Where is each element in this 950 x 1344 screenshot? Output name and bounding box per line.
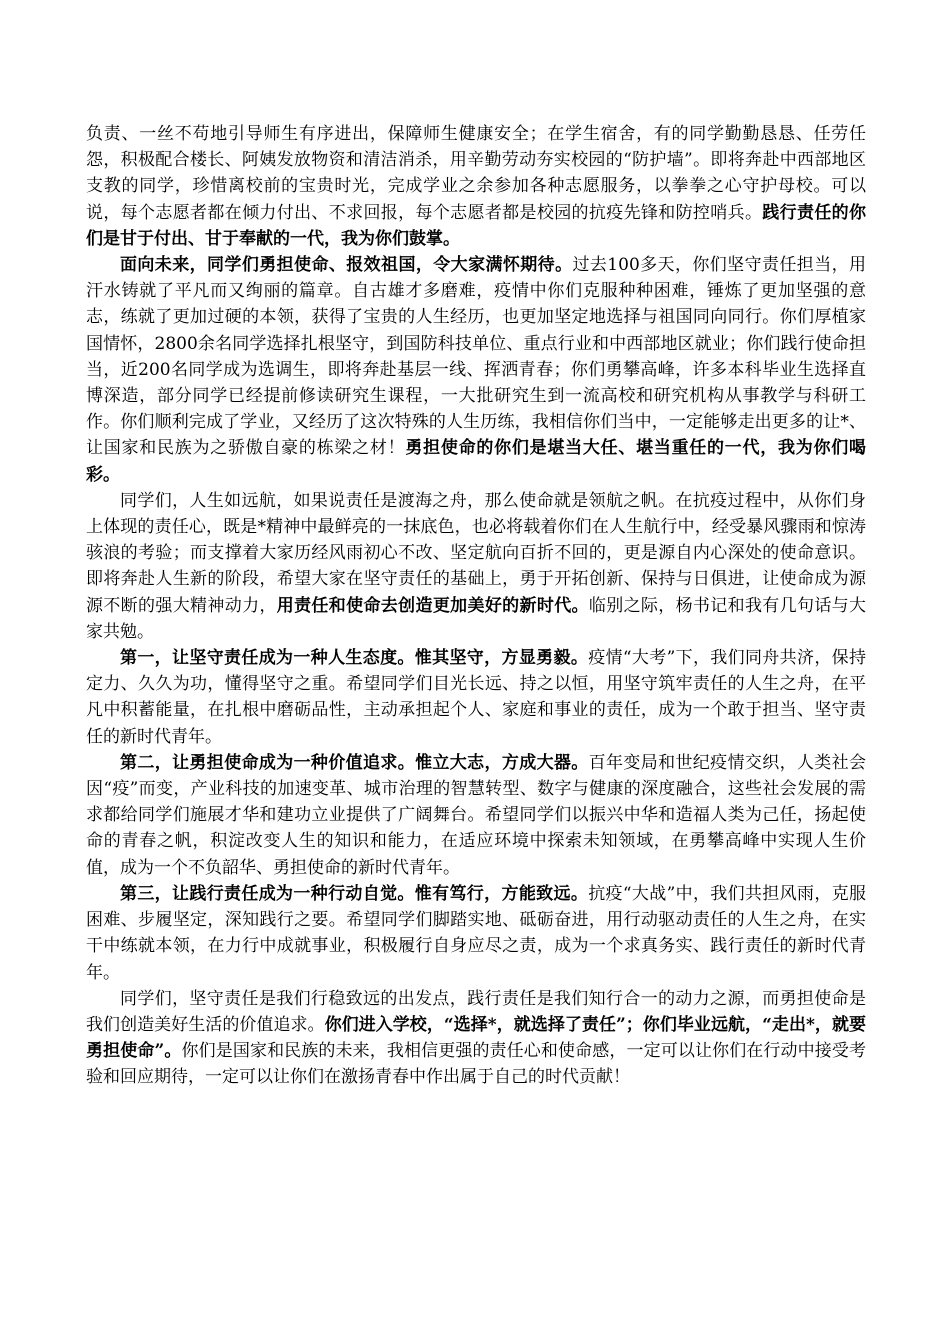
text-run: 你们是国家和民族的未来，我相信更强的责任心和使命感，一定可以让你们在行动中接受考验和回应期待，一定可以让你们在激扬青春中作出属于自己的时代贡献！ xyxy=(86,1041,867,1088)
text-run: 临别之际，杨书记和我有几句话与大家共勉。 xyxy=(86,595,867,642)
text-run: 疫情“大考”下，我们同舟共济，保持定力、久久为功，懂得坚守之重。希望同学们目光长远、持之以恒，用坚守筑牢责任的人生之舟，在平凡中积蓄能量，在扎根中磨砺品性，主动承担起个人、家庭和事业的责任，成为一个敢于担当、坚守责任的新时代青年。 xyxy=(86,648,867,747)
bold-text-run: 第一，让坚守责任成为一种人生态度。惟其坚守，方显勇毅。 xyxy=(120,648,589,669)
paragraph-second-point xyxy=(86,750,866,881)
bold-text-run: 用责任和使命去创造更加美好的新时代。 xyxy=(276,595,589,616)
bold-text-run: 第三，让践行责任成为一种行动自觉。惟有笃行，方能致远。 xyxy=(120,883,589,904)
bold-text-run: 你们进入学校，“选择*，就选择了责任”；你们毕业远航，“走出*，就要勇担使命”。 xyxy=(86,1014,866,1062)
paragraph-voyage xyxy=(86,488,866,645)
text-run: 抗疫“大战”中，我们共担风雨，克服困难、步履坚定，深知践行之要。希望同学们脚踏实地、砥砺奋进，用行动驱动责任的人生之舟，在实干中练就本领，在力行中成就事业，积极履行自身应尽之责，成为一个求真务实、践行责任的新时代青年。 xyxy=(86,883,867,983)
text-run: 百年变局和世纪疫情交织，人类社会因“疫”而变，产业科技的加速变革、城市治理的智慧转型、数字与健康的深度融合，这些社会发展的需求都给同学们施展才华和建功立业提供了广阔舞台。希望同学们以振兴中华和造福人类为己任，扬起使命的青春之帆，积淀改变人生的知识和能力，在适应环境中探索未知领域，在勇攀高峰中实现人生价值，成为一个不负韶华、勇担使命的新时代青年。 xyxy=(86,752,867,878)
bold-text-run: 践行责任的你们是甘于付出、甘于奉献的一代，我为你们鼓掌。 xyxy=(86,202,867,249)
bold-text-run: 勇担使命的你们是堪当大任、堪当重任的一代，我为你们喝彩。 xyxy=(86,438,867,485)
document-page xyxy=(86,121,866,1091)
text-run: 负责、一丝不苟地引导师生有序进出，保障师生健康安全；在学生宿舍，有的同学勤勤恳恳、任劳任怨，积极配合楼长、阿姨发放物资和清洁消杀，用辛勤劳动夯实校园的“防护墙”。即将奔赴中西部地区支教的同学，珍惜离校前的宝贵时光，完成学业之余参加各种志愿服务，以拳拳之心守护母校。可以说，每个志愿者都在倾力付出、不求回报，每个志愿者都是校园的抗疫先锋和防控哨兵。 xyxy=(86,124,866,223)
paragraph-volunteers xyxy=(86,121,866,252)
paragraph-mission xyxy=(86,252,866,488)
text-run: 同学们，坚守责任是我们行稳致远的出发点，践行责任是我们知行合一的动力之源，而勇担使命是我们创造美好生活的价值追求。 xyxy=(86,988,866,1035)
text-run: 过去100多天，你们坚守责任担当，用汗水铸就了平凡而又绚丽的篇章。自古雄才多磨难，疫情中你们克服种种困难，锤炼了更加坚强的意志，练就了更加过硬的本领，获得了宝贵的人生经历，也更加坚定地选择与祖国同向同行。你们厚植家国情怀，2800余名同学选择扎根坚守，到国防科技单位、重点行业和中西部地区就业；你们践行使命担当，近200名同学成为选调生，即将奔赴基层一线、挥洒青春；你们勇攀高峰，许多本科毕业生选择直博深造，部分同学已经提前修读研究生课程，一大批研究生到一流高校和研究机构从事教学与科研工作。你们顺利完成了学业，又经历了这次特殊的人生历练，我相信你们当中，一定能够走出更多的让*、让国家和民族为之骄傲自豪的栋梁之材！ xyxy=(86,255,867,459)
paragraph-closing xyxy=(86,986,866,1091)
bold-text-run: 面向未来，同学们勇担使命、报效祖国，令大家满怀期待。 xyxy=(120,255,573,276)
paragraph-first-point xyxy=(86,645,866,750)
text-run: 同学们，人生如远航，如果说责任是渡海之舟，那么使命就是领航之帆。在抗疫过程中，从你们身上体现的责任心，既是*精神中最鲜亮的一抹底色，也必将载着你们在人生航行中，经受暴风骤雨和惊涛骇浪的考验；而支撑着大家历经风雨初心不改、坚定航向百折不回的，更是源自内心深处的使命意识。即将奔赴人生新的阶段，希望大家在坚守责任的基础上，勇于开拓创新、保持与日俱进，让使命成为源源不断的强大精神动力， xyxy=(86,490,866,616)
paragraph-third-point xyxy=(86,881,866,986)
bold-text-run: 第二，让勇担使命成为一种价值追求。惟立大志，方成大器。 xyxy=(120,752,589,773)
